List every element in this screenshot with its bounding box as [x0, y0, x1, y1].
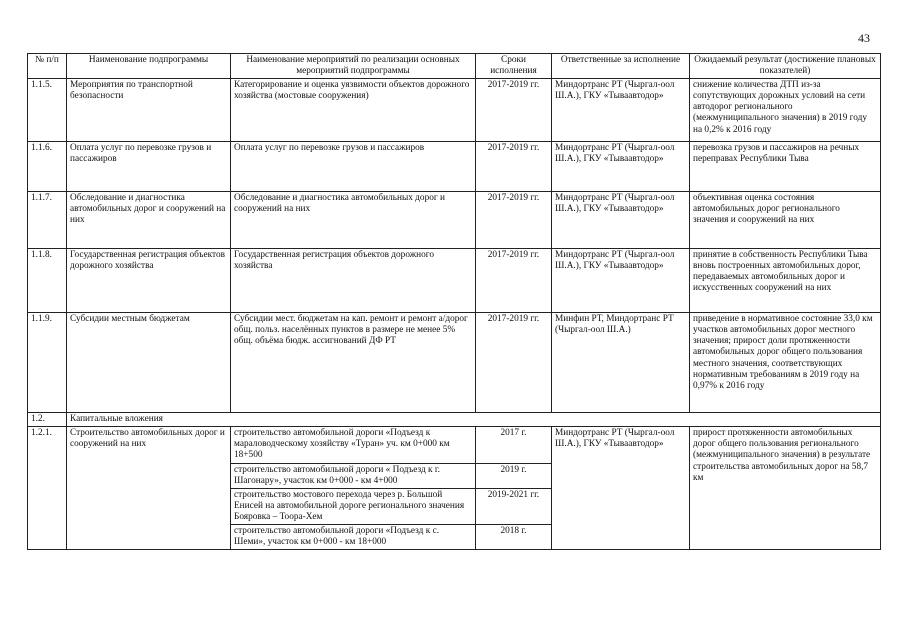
row-measure: Обследование и диагностика автомобильных дорог и сооружений на них: [231, 192, 476, 249]
row-result: прирост протяженности автомобильных дорог общего пользования регионального (межмуниципального значения) в результате строительства автомобильных дорог на 58,7 км: [690, 427, 881, 550]
row-term: 2017-2019 гг.: [476, 249, 552, 313]
row-term: 2019-2021 гг.: [476, 488, 552, 524]
row-result: перевозка грузов и пассажиров на речных переправах Республики Тыва: [690, 142, 881, 192]
row-subprogram: Оплата услуг по перевозке грузов и пассажиров: [67, 142, 231, 192]
program-table: [27, 53, 881, 550]
row-term: 2017-2019 гг.: [476, 313, 552, 413]
row-term: 2018 г.: [476, 525, 552, 550]
row-term: 2017 г.: [476, 427, 552, 463]
row-term: 2017-2019 гг.: [476, 79, 552, 142]
table-row: [28, 427, 881, 463]
row-measure: Категорирование и оценка уязвимости объектов дорожного хозяйства (мостовые сооружения): [231, 79, 476, 142]
row-measure: строительство автомобильной дороги «Подъезд к с. Шеми», участок км 0+000 - км 18+000: [231, 525, 476, 550]
header-responsible: Ответственные за исполнение: [552, 54, 690, 79]
row-subprogram: Строительство автомобильных дорог и сооружений на них: [67, 427, 231, 550]
section-title: Капитальные вложения: [67, 413, 881, 427]
table-row: [28, 192, 881, 249]
row-measure: Субсидии мест. бюджетам на кап. ремонт и ремонт а/дорог общ. польз. населённых пунктов в размере не менее 5% общ. объёма бюдж. ассигнований ДФ РТ: [231, 313, 476, 413]
table-row: [28, 79, 881, 142]
header-terms: Сроки исполнения: [476, 54, 552, 79]
header-num: № п/п: [28, 54, 67, 79]
row-measure: строительство мостового перехода через р. Большой Енисей на автомобильной дороге регионального значения Бояровка – Тоора-Хем: [231, 488, 476, 524]
row-result: снижение количества ДТП из-за сопутствующих дорожных условий на сети автодорог регионального (межмуниципального значения) в 2019 году на 0,2% к 2016 году: [690, 79, 881, 142]
row-subprogram: Мероприятия по транспортной безопасности: [67, 79, 231, 142]
row-responsible: Миндортранс РТ (Чыргал-оол Ш.А.), ГКУ «Тываавтодор»: [552, 142, 690, 192]
row-measure: строительство автомобильной дороги «Подъезд к мараловодческому хозяйству «Туран» уч. км 0+000 км 18+500: [231, 427, 476, 463]
table-row: [28, 249, 881, 313]
row-responsible: Миндортранс РТ (Чыргал-оол Ш.А.), ГКУ «Тываавтодор»: [552, 249, 690, 313]
row-term: 2017-2019 гг.: [476, 142, 552, 192]
row-responsible: Минфин РТ, Миндортранс РТ (Чыргал-оол Ш.А.): [552, 313, 690, 413]
header-row: [28, 54, 881, 79]
row-responsible: Миндортранс РТ (Чыргал-оол Ш.А.), ГКУ «Тываавтодор»: [552, 192, 690, 249]
row-result: принятие в собственность Республики Тыва вновь построенных автомобильных дорог, передаваемых автомобильных дорог и искусственных сооружений на них: [690, 249, 881, 313]
row-num: 1.1.6.: [28, 142, 67, 192]
row-measure: Оплата услуг по перевозке грузов и пассажиров: [231, 142, 476, 192]
row-responsible: Миндортранс РТ (Чыргал-оол Ш.А.), ГКУ «Тываавтодор»: [552, 79, 690, 142]
row-term: 2017-2019 гг.: [476, 192, 552, 249]
row-term: 2019 г.: [476, 463, 552, 488]
row-measure: строительство автомобильной дороги « Подъезд к г. Шагонару», участок км 0+000 - км 4+000: [231, 463, 476, 488]
table-row: [28, 313, 881, 413]
header-measures: Наименование мероприятий по реализации основных мероприятий подпрограммы: [231, 54, 476, 79]
row-num: 1.1.5.: [28, 79, 67, 142]
row-subprogram: Обследование и диагностика автомобильных дорог и сооружений на них: [67, 192, 231, 249]
table-row: [28, 142, 881, 192]
row-subprogram: Государственная регистрация объектов дорожного хозяйства: [67, 249, 231, 313]
section-num: 1.2.: [28, 413, 67, 427]
page-number: 43: [858, 31, 870, 45]
row-subprogram: Субсидии местным бюджетам: [67, 313, 231, 413]
header-subprogram: Наименование подпрограммы: [67, 54, 231, 79]
row-result: приведение в нормативное состояние 33,0 км участков автомобильных дорог местного значения; прирост доли протяженности автомобильных дорог общего пользования местного значения, соответствующих нормативным требованиям в 2019 году на 0,97% к 2016 году: [690, 313, 881, 413]
row-num: 1.1.8.: [28, 249, 67, 313]
row-measure: Государственная регистрация объектов дорожного хозяйства: [231, 249, 476, 313]
row-responsible: Миндортранс РТ (Чыргал-оол Ш.А.), ГКУ «Тываавтодор»: [552, 427, 690, 550]
section-row: [28, 413, 881, 427]
row-result: объективная оценка состояния автомобильных дорог регионального значения и сооружений на них: [690, 192, 881, 249]
row-num: 1.1.9.: [28, 313, 67, 413]
header-result: Ожидаемый результат (достижение плановых показателей): [690, 54, 881, 79]
row-num: 1.2.1.: [28, 427, 67, 550]
row-num: 1.1.7.: [28, 192, 67, 249]
